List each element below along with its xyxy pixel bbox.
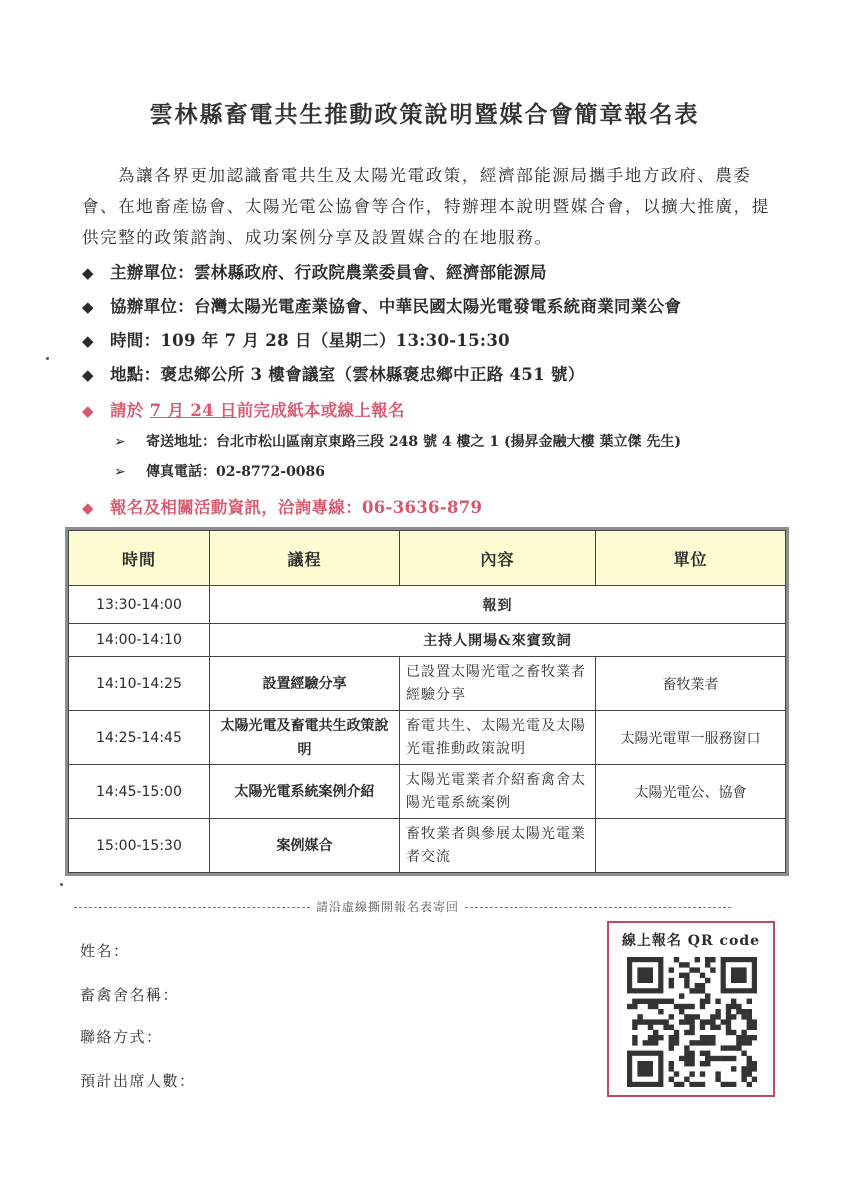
qr-code-icon[interactable] (627, 957, 757, 1087)
location-item (82, 361, 585, 385)
diamond-icon: ◆ (82, 366, 94, 384)
row-time: 13:30-14:00 (69, 586, 210, 624)
tear-off-instruction: 請沿虛線撕開報名表寄回 (316, 900, 460, 914)
row-time: 14:00-14:10 (69, 624, 210, 657)
header-content: 內容 (400, 531, 596, 586)
diamond-icon: ◆ (82, 298, 94, 316)
table-row (69, 624, 786, 657)
co-organizer-text: 協辦單位：台灣太陽光電產業協會、中華民國太陽光電發電系統商業同業公會 (110, 297, 682, 316)
deadline-date: 7 月 24 日 (149, 401, 237, 420)
arrow-icon: ➢ (114, 464, 126, 480)
qr-code-box[interactable] (607, 921, 775, 1097)
row-agenda: 太陽光電及畜電共生政策說明 (210, 711, 400, 765)
row-content: 畜電共生、太陽光電及太陽光電推動政策說明 (400, 711, 596, 765)
dashed-line-left (74, 907, 310, 908)
row-agenda: 案例媒合 (210, 819, 400, 873)
fax-item (114, 461, 325, 481)
diamond-icon: ◆ (82, 402, 94, 420)
page-title: 雲林縣畜電共生推動政策說明暨媒合會簡章報名表 (149, 102, 700, 128)
intro-paragraph: 為讓各界更加認識畜電共生及太陽光電政策，經濟部能源局攜手地方政府、農委會、在地畜產協會、太陽光電公協會等合作，特辦理本說明暨媒合會，以擴大推廣，提供完整的政策諮詢、成功案例分享及設置媒合的在地服務。 (82, 166, 770, 247)
diamond-icon: ◆ (82, 332, 94, 350)
name-field-label: 姓名： (80, 942, 130, 960)
row-unit: 畜牧業者 (596, 657, 786, 711)
scan-speck (60, 883, 63, 886)
time-text: 時間：109 年 7 月 28 日（星期二）13:30-15:30 (110, 331, 510, 350)
co-organizer-item (82, 293, 681, 317)
row-agenda: 太陽光電系統案例介紹 (210, 765, 400, 819)
hotline-item (82, 494, 482, 518)
row-content: 已設置太陽光電之畜牧業者經驗分享 (400, 657, 596, 711)
schedule-table (65, 527, 789, 876)
table-header-row (69, 531, 786, 586)
qr-code-label: 線上報名 QR code (621, 933, 761, 949)
row-agenda: 主持人開場&來賓致詞 (210, 624, 786, 657)
dashed-line-right (465, 907, 731, 908)
fax-text: 傳真電話：02-8772-0086 (146, 464, 326, 480)
row-unit: 太陽光電公、協會 (596, 765, 786, 819)
farm-name-field-label: 畜禽舍名稱： (80, 986, 180, 1004)
table-row (69, 711, 786, 765)
row-time: 14:10-14:25 (69, 657, 210, 711)
row-content: 畜牧業者與參展太陽光電業者交流 (400, 819, 596, 873)
row-time: 14:45-15:00 (69, 765, 210, 819)
hotline-text: 報名及相關活動資訊，洽詢專線：06-3636-879 (110, 498, 483, 517)
row-time: 14:25-14:45 (69, 711, 210, 765)
diamond-icon: ◆ (82, 264, 94, 282)
contact-field-label: 聯絡方式： (80, 1028, 163, 1046)
location-text: 地點：褒忠鄉公所 3 樓會議室（雲林縣褒忠鄉中正路 451 號） (110, 365, 585, 384)
table-row (69, 819, 786, 873)
attendees-field-label: 預計出席人數： (80, 1072, 196, 1090)
scan-speck (46, 357, 49, 360)
header-time: 時間 (69, 531, 210, 586)
time-item (82, 327, 510, 351)
tear-off-line (74, 898, 774, 915)
row-agenda: 報到 (210, 586, 786, 624)
row-content: 太陽光電業者介紹畜禽舍太陽光電系統案例 (400, 765, 596, 819)
mail-address-text: 寄送地址：台北市松山區南京東路三段 248 號 4 樓之 1 (揚昇金融大樓 葉立傑 先生) (146, 434, 681, 450)
row-unit (596, 819, 786, 873)
header-agenda: 議程 (210, 531, 400, 586)
row-agenda: 設置經驗分享 (210, 657, 400, 711)
deadline-prefix: 請於 (110, 401, 150, 420)
arrow-icon: ➢ (114, 434, 126, 450)
organizer-item (82, 259, 547, 283)
header-unit: 單位 (596, 531, 786, 586)
table-row (69, 586, 786, 624)
row-unit: 太陽光電單一服務窗口 (596, 711, 786, 765)
diamond-icon: ◆ (82, 499, 94, 517)
mail-address-item (114, 431, 681, 451)
deadline-item (82, 397, 405, 421)
organizer-text: 主辦單位：雲林縣政府、行政院農業委員會、經濟部能源局 (110, 263, 547, 282)
table-row (69, 765, 786, 819)
row-time: 15:00-15:30 (69, 819, 210, 873)
table-row (69, 657, 786, 711)
deadline-suffix: 前完成紙本或線上報名 (236, 401, 405, 420)
